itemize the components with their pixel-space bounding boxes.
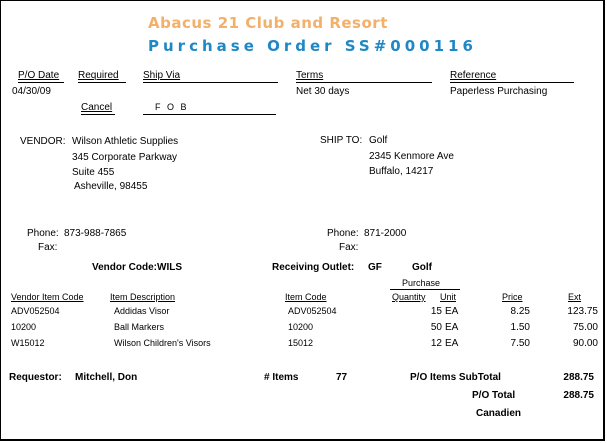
vendor-name: Wilson Athletic Supplies (72, 136, 179, 147)
row1-quantity: 15 (430, 306, 442, 317)
total-label: P/O Total (472, 390, 516, 401)
fob-label: F O B (155, 102, 189, 112)
vendor-city: Asheville, 98455 (74, 181, 148, 192)
total-value: 288.75 (563, 390, 594, 401)
row1-unit: EA (445, 306, 459, 317)
row3-description: Wilson Children's Visors (114, 338, 211, 348)
purchase-group-label: Purchase (402, 278, 441, 288)
header-item-code: Item Code (285, 292, 327, 302)
ship-to-fax-label: Fax: (339, 242, 359, 253)
ship-to-phone: 871-2000 (364, 228, 407, 239)
header-item-description: Item Description (110, 292, 176, 302)
header-price: Price (502, 292, 523, 302)
vendor-label: VENDOR: (20, 136, 66, 147)
header-vendor-item-code: Vendor Item Code (11, 292, 84, 302)
row2-description: Ball Markers (114, 322, 165, 332)
vendor-code-label: Vendor Code: (92, 262, 158, 273)
fob-underline (143, 114, 276, 115)
reference-value: Paperless Purchasing (450, 86, 548, 97)
row3-vendor-item-code: W15012 (11, 338, 45, 348)
ship-via-label: Ship Via (143, 70, 181, 81)
ship-to-label: SHIP TO: (320, 135, 363, 146)
items-label: # Items (264, 372, 299, 383)
row2-unit: EA (445, 322, 459, 333)
receiving-outlet-label: Receiving Outlet: (272, 262, 355, 273)
row1-vendor-item-code: ADV052504 (11, 306, 60, 316)
vendor-fax-label: Fax: (38, 242, 58, 253)
row2-price: 1.50 (510, 322, 530, 333)
row2-vendor-item-code: 10200 (11, 322, 37, 332)
po-date-value: 04/30/09 (12, 86, 51, 97)
row1-item-code: ADV052504 (288, 306, 337, 316)
vendor-phone-label: Phone: (27, 228, 59, 239)
ship-via-underline (143, 82, 278, 83)
row1-ext: 123.75 (567, 306, 598, 317)
row3-ext: 90.00 (572, 338, 598, 349)
row2-quantity: 50 (430, 322, 442, 333)
row1-description: Addidas Visor (114, 306, 170, 316)
items-count: 77 (336, 372, 348, 383)
po-date-underline (18, 82, 64, 83)
ship-to-name: Golf (369, 135, 388, 146)
ship-to-city: Buffalo, 14217 (369, 166, 434, 177)
vendor-address2: Suite 455 (72, 167, 115, 178)
header-unit: Unit (440, 292, 457, 302)
row3-price: 7.50 (510, 338, 530, 349)
row3-quantity: 12 (430, 338, 442, 349)
po-title: Purchase Order SS#000116 (148, 37, 477, 55)
ship-to-phone-label: Phone: (327, 228, 359, 239)
vendor-phone: 873-988-7865 (64, 228, 127, 239)
terms-label: Terms (296, 70, 324, 81)
vendor-code-line (92, 262, 182, 273)
reference-label: Reference (450, 70, 497, 81)
vendor-address1: 345 Corporate Parkway (72, 152, 178, 163)
row2-ext: 75.00 (572, 322, 598, 333)
row3-item-code: 15012 (288, 338, 314, 348)
receiving-outlet-code: GF (368, 262, 382, 273)
po-date-label: P/O Date (18, 70, 60, 81)
cancel-underline (81, 114, 115, 115)
requestor-label: Requestor: (9, 372, 62, 383)
receiving-outlet-name: Golf (412, 262, 432, 273)
row3-unit: EA (445, 338, 459, 349)
reference-underline (450, 82, 574, 83)
required-underline (78, 82, 126, 83)
purchase-group-underline (390, 289, 460, 290)
required-label: Required (78, 70, 119, 81)
subtotal-value: 288.75 (563, 372, 594, 383)
requestor-name: Mitchell, Don (75, 372, 138, 383)
terms-underline (296, 82, 432, 83)
currency-label: Canadien (476, 408, 522, 419)
club-name: Abacus 21 Club and Resort (148, 14, 388, 32)
cancel-label: Cancel (81, 102, 113, 113)
terms-value: Net 30 days (296, 86, 350, 97)
subtotal-label: P/O Items SubTotal (410, 372, 501, 383)
row1-price: 8.25 (510, 306, 530, 317)
header-quantity: Quantity (392, 292, 426, 302)
vendor-code: WILS (157, 262, 183, 273)
header-ext: Ext (568, 292, 582, 302)
ship-to-address1: 2345 Kenmore Ave (369, 151, 454, 162)
row2-item-code: 10200 (288, 322, 314, 332)
